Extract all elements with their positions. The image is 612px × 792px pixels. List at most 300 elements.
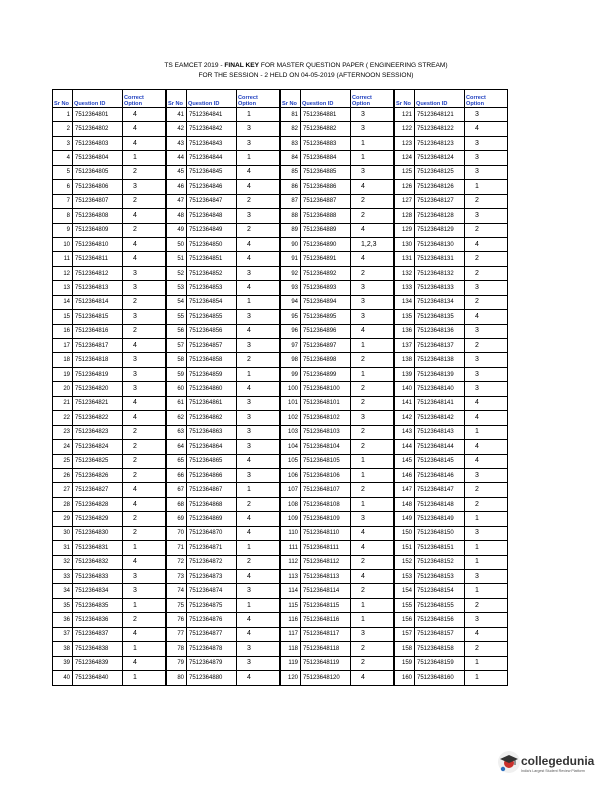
correct-option-cell: 4 bbox=[123, 411, 166, 425]
sr-no-cell: 35 bbox=[53, 598, 73, 612]
question-id-cell: 7512364855 bbox=[187, 310, 237, 324]
question-id-cell: 75123648156 bbox=[415, 613, 465, 627]
sr-no-cell: 94 bbox=[281, 295, 301, 309]
question-id-cell: 7512364802 bbox=[73, 122, 123, 136]
table-row bbox=[53, 353, 166, 367]
question-id-cell: 75123648111 bbox=[301, 541, 351, 555]
table-row bbox=[53, 396, 166, 410]
question-id-cell: 7512364896 bbox=[301, 324, 351, 338]
table-row bbox=[167, 310, 280, 324]
table-row bbox=[281, 440, 394, 454]
question-id-cell: 7512364853 bbox=[187, 281, 237, 295]
sr-no-cell: 30 bbox=[53, 526, 73, 540]
correct-option-cell: 1 bbox=[465, 671, 508, 685]
table-row bbox=[395, 353, 508, 367]
sr-no-cell: 132 bbox=[395, 266, 415, 280]
sr-no-cell: 97 bbox=[281, 339, 301, 353]
correct-option-cell: 3 bbox=[465, 151, 508, 165]
correct-option-cell: 4 bbox=[465, 396, 508, 410]
correct-option-cell: 1 bbox=[237, 367, 280, 381]
correct-option-cell: 2 bbox=[465, 223, 508, 237]
sr-no-cell: 81 bbox=[281, 108, 301, 122]
sr-no-cell: 99 bbox=[281, 367, 301, 381]
sr-no-cell: 21 bbox=[53, 396, 73, 410]
table-row bbox=[167, 252, 280, 266]
correct-option-cell: 3 bbox=[237, 266, 280, 280]
correct-option-cell: 3 bbox=[465, 570, 508, 584]
question-id-cell: 7512364872 bbox=[187, 555, 237, 569]
question-id-cell: 75123648117 bbox=[301, 627, 351, 641]
sr-no-cell: 39 bbox=[53, 656, 73, 670]
correct-option-cell: 2 bbox=[465, 598, 508, 612]
question-id-cell: 7512364889 bbox=[301, 223, 351, 237]
table-row bbox=[395, 151, 508, 165]
question-id-cell: 7512364832 bbox=[73, 555, 123, 569]
correct-option-cell: 1 bbox=[351, 497, 394, 511]
table-row bbox=[281, 613, 394, 627]
correct-option-cell: 3 bbox=[123, 382, 166, 396]
question-id-cell: 7512364804 bbox=[73, 151, 123, 165]
sr-no-cell: 78 bbox=[167, 642, 187, 656]
correct-option-cell: 1 bbox=[465, 584, 508, 598]
sr-no-cell: 70 bbox=[167, 526, 187, 540]
correct-option-cell: 4 bbox=[351, 223, 394, 237]
correct-option-cell: 1 bbox=[351, 339, 394, 353]
table-row bbox=[281, 468, 394, 482]
sr-no-cell: 76 bbox=[167, 613, 187, 627]
question-id-cell: 7512364807 bbox=[73, 194, 123, 208]
question-id-cell: 75123648134 bbox=[415, 295, 465, 309]
table-row bbox=[281, 136, 394, 150]
question-id-cell: 75123648142 bbox=[415, 411, 465, 425]
question-id-cell: 75123648104 bbox=[301, 440, 351, 454]
header-sr-no: Sr No bbox=[281, 90, 301, 108]
correct-option-cell: 2 bbox=[123, 512, 166, 526]
table-row bbox=[395, 165, 508, 179]
table-row bbox=[53, 266, 166, 280]
sr-no-cell: 127 bbox=[395, 194, 415, 208]
question-id-cell: 75123648123 bbox=[415, 136, 465, 150]
question-id-cell: 75123648140 bbox=[415, 382, 465, 396]
correct-option-cell: 2 bbox=[465, 642, 508, 656]
question-id-cell: 7512364843 bbox=[187, 136, 237, 150]
sr-no-cell: 116 bbox=[281, 613, 301, 627]
correct-option-cell: 4 bbox=[237, 512, 280, 526]
question-id-cell: 75123648125 bbox=[415, 165, 465, 179]
table-row bbox=[167, 266, 280, 280]
table-row bbox=[281, 339, 394, 353]
correct-option-cell: 3 bbox=[123, 180, 166, 194]
question-id-cell: 7512364849 bbox=[187, 223, 237, 237]
correct-option-cell: 2 bbox=[123, 468, 166, 482]
correct-option-cell: 1 bbox=[123, 541, 166, 555]
sr-no-cell: 50 bbox=[167, 237, 187, 251]
question-id-cell: 75123648118 bbox=[301, 642, 351, 656]
sr-no-cell: 117 bbox=[281, 627, 301, 641]
correct-option-cell: 2 bbox=[351, 425, 394, 439]
correct-option-cell: 3 bbox=[123, 266, 166, 280]
table-row bbox=[167, 425, 280, 439]
correct-option-cell: 2 bbox=[351, 555, 394, 569]
question-id-cell: 7512364836 bbox=[73, 613, 123, 627]
table-row bbox=[281, 353, 394, 367]
sr-no-cell: 52 bbox=[167, 266, 187, 280]
question-id-cell: 7512364863 bbox=[187, 425, 237, 439]
table-row bbox=[167, 671, 280, 685]
question-id-cell: 7512364870 bbox=[187, 526, 237, 540]
table-row bbox=[53, 165, 166, 179]
sr-no-cell: 9 bbox=[53, 223, 73, 237]
sr-no-cell: 40 bbox=[53, 671, 73, 685]
correct-option-cell: 1 bbox=[123, 151, 166, 165]
header-correct-option: Correct Option bbox=[123, 90, 166, 108]
question-id-cell: 7512364865 bbox=[187, 454, 237, 468]
table-row bbox=[167, 382, 280, 396]
correct-option-cell: 4 bbox=[351, 252, 394, 266]
table-row bbox=[281, 411, 394, 425]
question-id-cell: 75123648138 bbox=[415, 353, 465, 367]
table-row bbox=[395, 396, 508, 410]
table-row bbox=[167, 295, 280, 309]
sr-no-cell: 80 bbox=[167, 671, 187, 685]
question-id-cell: 75123648153 bbox=[415, 570, 465, 584]
question-id-cell: 7512364803 bbox=[73, 136, 123, 150]
sr-no-cell: 150 bbox=[395, 526, 415, 540]
question-id-cell: 7512364874 bbox=[187, 584, 237, 598]
collegedunia-logo bbox=[497, 748, 597, 784]
sr-no-cell: 160 bbox=[395, 671, 415, 685]
table-row bbox=[167, 584, 280, 598]
correct-option-cell: 1 bbox=[351, 454, 394, 468]
table-row bbox=[395, 613, 508, 627]
question-id-cell: 7512364899 bbox=[301, 367, 351, 381]
correct-option-cell: 3 bbox=[237, 209, 280, 223]
table-row bbox=[395, 237, 508, 251]
sr-no-cell: 157 bbox=[395, 627, 415, 641]
question-id-cell: 7512364891 bbox=[301, 252, 351, 266]
sr-no-cell: 90 bbox=[281, 237, 301, 251]
question-id-cell: 75123648160 bbox=[415, 671, 465, 685]
sr-no-cell: 103 bbox=[281, 425, 301, 439]
table-row bbox=[53, 656, 166, 670]
question-id-cell: 75123648136 bbox=[415, 324, 465, 338]
sr-no-cell: 149 bbox=[395, 512, 415, 526]
correct-option-cell: 3 bbox=[351, 512, 394, 526]
correct-option-cell: 4 bbox=[465, 440, 508, 454]
question-id-cell: 75123648122 bbox=[415, 122, 465, 136]
table-row bbox=[281, 324, 394, 338]
correct-option-cell: 4 bbox=[123, 209, 166, 223]
sr-no-cell: 34 bbox=[53, 584, 73, 598]
question-id-cell: 7512364869 bbox=[187, 512, 237, 526]
sr-no-cell: 125 bbox=[395, 165, 415, 179]
table-row bbox=[53, 382, 166, 396]
question-id-cell: 75123648149 bbox=[415, 512, 465, 526]
correct-option-cell: 2 bbox=[123, 613, 166, 627]
correct-option-cell: 3 bbox=[465, 613, 508, 627]
correct-option-cell: 4 bbox=[123, 497, 166, 511]
question-id-cell: 75123648137 bbox=[415, 339, 465, 353]
correct-option-cell: 4 bbox=[465, 411, 508, 425]
sr-no-cell: 91 bbox=[281, 252, 301, 266]
table-row bbox=[395, 209, 508, 223]
table-row bbox=[167, 151, 280, 165]
correct-option-cell: 4 bbox=[237, 281, 280, 295]
sr-no-cell: 13 bbox=[53, 281, 73, 295]
table-row bbox=[281, 483, 394, 497]
table-row bbox=[53, 108, 166, 122]
table-row bbox=[167, 367, 280, 381]
correct-option-cell: 3 bbox=[351, 411, 394, 425]
sr-no-cell: 59 bbox=[167, 367, 187, 381]
sr-no-cell: 112 bbox=[281, 555, 301, 569]
table-row bbox=[167, 324, 280, 338]
question-id-cell: 75123648157 bbox=[415, 627, 465, 641]
sr-no-cell: 84 bbox=[281, 151, 301, 165]
table-row bbox=[395, 598, 508, 612]
table-row bbox=[167, 339, 280, 353]
question-id-cell: 7512364838 bbox=[73, 642, 123, 656]
sr-no-cell: 71 bbox=[167, 541, 187, 555]
correct-option-cell: 4 bbox=[351, 526, 394, 540]
sr-no-cell: 143 bbox=[395, 425, 415, 439]
correct-option-cell: 3 bbox=[237, 136, 280, 150]
sr-no-cell: 96 bbox=[281, 324, 301, 338]
table-row bbox=[167, 122, 280, 136]
sr-no-cell: 93 bbox=[281, 281, 301, 295]
table-row bbox=[53, 555, 166, 569]
question-id-cell: 7512364852 bbox=[187, 266, 237, 280]
sr-no-cell: 63 bbox=[167, 425, 187, 439]
question-id-cell: 7512364827 bbox=[73, 483, 123, 497]
correct-option-cell: 1 bbox=[465, 541, 508, 555]
question-id-cell: 75123648126 bbox=[415, 180, 465, 194]
table-row bbox=[281, 237, 394, 251]
table-row bbox=[53, 252, 166, 266]
table-row bbox=[395, 223, 508, 237]
sr-no-cell: 64 bbox=[167, 440, 187, 454]
sr-no-cell: 29 bbox=[53, 512, 73, 526]
table-row bbox=[395, 497, 508, 511]
question-id-cell: 7512364887 bbox=[301, 194, 351, 208]
question-id-cell: 75123648148 bbox=[415, 497, 465, 511]
correct-option-cell: 4 bbox=[465, 454, 508, 468]
table-row bbox=[281, 281, 394, 295]
correct-option-cell: 1 bbox=[351, 151, 394, 165]
table-row bbox=[53, 440, 166, 454]
sr-no-cell: 45 bbox=[167, 165, 187, 179]
correct-option-cell: 4 bbox=[351, 570, 394, 584]
table-row bbox=[167, 526, 280, 540]
table-row bbox=[395, 194, 508, 208]
table-row bbox=[281, 526, 394, 540]
sr-no-cell: 14 bbox=[53, 295, 73, 309]
correct-option-cell: 2 bbox=[351, 642, 394, 656]
table-row bbox=[395, 339, 508, 353]
correct-option-cell: 1 bbox=[465, 180, 508, 194]
sr-no-cell: 85 bbox=[281, 165, 301, 179]
graduate-cap-icon bbox=[497, 750, 521, 774]
table-row bbox=[395, 440, 508, 454]
table-row bbox=[281, 108, 394, 122]
correct-option-cell: 1,2,3 bbox=[351, 237, 394, 251]
question-id-cell: 75123648150 bbox=[415, 526, 465, 540]
sr-no-cell: 15 bbox=[53, 310, 73, 324]
sr-no-cell: 106 bbox=[281, 468, 301, 482]
correct-option-cell: 3 bbox=[351, 295, 394, 309]
sr-no-cell: 28 bbox=[53, 497, 73, 511]
correct-option-cell: 4 bbox=[237, 180, 280, 194]
table-row bbox=[167, 209, 280, 223]
correct-option-cell: 3 bbox=[237, 642, 280, 656]
sr-no-cell: 138 bbox=[395, 353, 415, 367]
correct-option-cell: 3 bbox=[351, 281, 394, 295]
correct-option-cell: 1 bbox=[351, 468, 394, 482]
sr-no-cell: 156 bbox=[395, 613, 415, 627]
question-id-cell: 7512364850 bbox=[187, 237, 237, 251]
table-row bbox=[53, 339, 166, 353]
sr-no-cell: 86 bbox=[281, 180, 301, 194]
correct-option-cell: 3 bbox=[465, 367, 508, 381]
table-row bbox=[395, 382, 508, 396]
correct-option-cell: 3 bbox=[465, 136, 508, 150]
table-row bbox=[167, 483, 280, 497]
question-id-cell: 7512364884 bbox=[301, 151, 351, 165]
correct-option-cell: 4 bbox=[237, 570, 280, 584]
question-id-cell: 7512364860 bbox=[187, 382, 237, 396]
table-row bbox=[395, 281, 508, 295]
sr-no-cell: 104 bbox=[281, 440, 301, 454]
table-row bbox=[281, 266, 394, 280]
table-row bbox=[395, 411, 508, 425]
question-id-cell: 7512364837 bbox=[73, 627, 123, 641]
sr-no-cell: 74 bbox=[167, 584, 187, 598]
table-row bbox=[395, 512, 508, 526]
correct-option-cell: 4 bbox=[465, 627, 508, 641]
correct-option-cell: 3 bbox=[351, 310, 394, 324]
sr-no-cell: 53 bbox=[167, 281, 187, 295]
sr-no-cell: 105 bbox=[281, 454, 301, 468]
question-id-cell: 75123648114 bbox=[301, 584, 351, 598]
table-row bbox=[281, 295, 394, 309]
sr-no-cell: 7 bbox=[53, 194, 73, 208]
correct-option-cell: 2 bbox=[465, 194, 508, 208]
question-id-cell: 75123648135 bbox=[415, 310, 465, 324]
table-row bbox=[281, 122, 394, 136]
correct-option-cell: 3 bbox=[123, 353, 166, 367]
question-id-cell: 75123648116 bbox=[301, 613, 351, 627]
question-id-cell: 7512364867 bbox=[187, 483, 237, 497]
table-row bbox=[53, 598, 166, 612]
correct-option-cell: 4 bbox=[237, 613, 280, 627]
table-row bbox=[53, 613, 166, 627]
correct-option-cell: 3 bbox=[351, 627, 394, 641]
question-id-cell: 7512364877 bbox=[187, 627, 237, 641]
question-id-cell: 7512364819 bbox=[73, 367, 123, 381]
question-id-cell: 75123648152 bbox=[415, 555, 465, 569]
sr-no-cell: 8 bbox=[53, 209, 73, 223]
table-row bbox=[395, 656, 508, 670]
correct-option-cell: 4 bbox=[237, 454, 280, 468]
correct-option-cell: 1 bbox=[465, 425, 508, 439]
sr-no-cell: 51 bbox=[167, 252, 187, 266]
sr-no-cell: 144 bbox=[395, 440, 415, 454]
correct-option-cell: 3 bbox=[465, 468, 508, 482]
correct-option-cell: 4 bbox=[237, 671, 280, 685]
table-row bbox=[53, 642, 166, 656]
correct-option-cell: 2 bbox=[351, 440, 394, 454]
sr-no-cell: 100 bbox=[281, 382, 301, 396]
sr-no-cell: 1 bbox=[53, 108, 73, 122]
question-id-cell: 7512364854 bbox=[187, 295, 237, 309]
question-id-cell: 7512364895 bbox=[301, 310, 351, 324]
correct-option-cell: 2 bbox=[123, 165, 166, 179]
correct-option-cell: 3 bbox=[123, 281, 166, 295]
question-id-cell: 7512364892 bbox=[301, 266, 351, 280]
question-id-cell: 7512364862 bbox=[187, 411, 237, 425]
sr-no-cell: 98 bbox=[281, 353, 301, 367]
question-id-cell: 75123648108 bbox=[301, 497, 351, 511]
question-id-cell: 7512364880 bbox=[187, 671, 237, 685]
question-id-cell: 75123648151 bbox=[415, 541, 465, 555]
question-id-cell: 7512364817 bbox=[73, 339, 123, 353]
sr-no-cell: 16 bbox=[53, 324, 73, 338]
table-row bbox=[53, 209, 166, 223]
sr-no-cell: 110 bbox=[281, 526, 301, 540]
question-id-cell: 75123648133 bbox=[415, 281, 465, 295]
correct-option-cell: 1 bbox=[237, 541, 280, 555]
question-id-cell: 7512364878 bbox=[187, 642, 237, 656]
answer-table-4 bbox=[394, 89, 508, 686]
table-row bbox=[167, 180, 280, 194]
sr-no-cell: 82 bbox=[281, 122, 301, 136]
correct-option-cell: 2 bbox=[465, 266, 508, 280]
table-row bbox=[53, 411, 166, 425]
sr-no-cell: 115 bbox=[281, 598, 301, 612]
correct-option-cell: 3 bbox=[465, 324, 508, 338]
sr-no-cell: 75 bbox=[167, 598, 187, 612]
table-row bbox=[53, 526, 166, 540]
correct-option-cell: 1 bbox=[465, 512, 508, 526]
table-row bbox=[281, 310, 394, 324]
question-id-cell: 7512364814 bbox=[73, 295, 123, 309]
table-row bbox=[53, 570, 166, 584]
question-id-cell: 7512364871 bbox=[187, 541, 237, 555]
table-row bbox=[395, 642, 508, 656]
table-row bbox=[167, 108, 280, 122]
table-row bbox=[395, 122, 508, 136]
question-id-cell: 7512364839 bbox=[73, 656, 123, 670]
sr-no-cell: 133 bbox=[395, 281, 415, 295]
correct-option-cell: 4 bbox=[123, 136, 166, 150]
question-id-cell: 7512364848 bbox=[187, 209, 237, 223]
sr-no-cell: 134 bbox=[395, 295, 415, 309]
question-id-cell: 75123648141 bbox=[415, 396, 465, 410]
sr-no-cell: 140 bbox=[395, 382, 415, 396]
question-id-cell: 7512364886 bbox=[301, 180, 351, 194]
table-row bbox=[281, 396, 394, 410]
correct-option-cell: 2 bbox=[465, 483, 508, 497]
table-row bbox=[395, 555, 508, 569]
table-row bbox=[167, 281, 280, 295]
table-row bbox=[167, 468, 280, 482]
question-id-cell: 7512364828 bbox=[73, 497, 123, 511]
question-id-cell: 7512364801 bbox=[73, 108, 123, 122]
sr-no-cell: 27 bbox=[53, 483, 73, 497]
table-row bbox=[53, 223, 166, 237]
header-question-id: Question ID bbox=[301, 90, 351, 108]
correct-option-cell: 2 bbox=[351, 266, 394, 280]
